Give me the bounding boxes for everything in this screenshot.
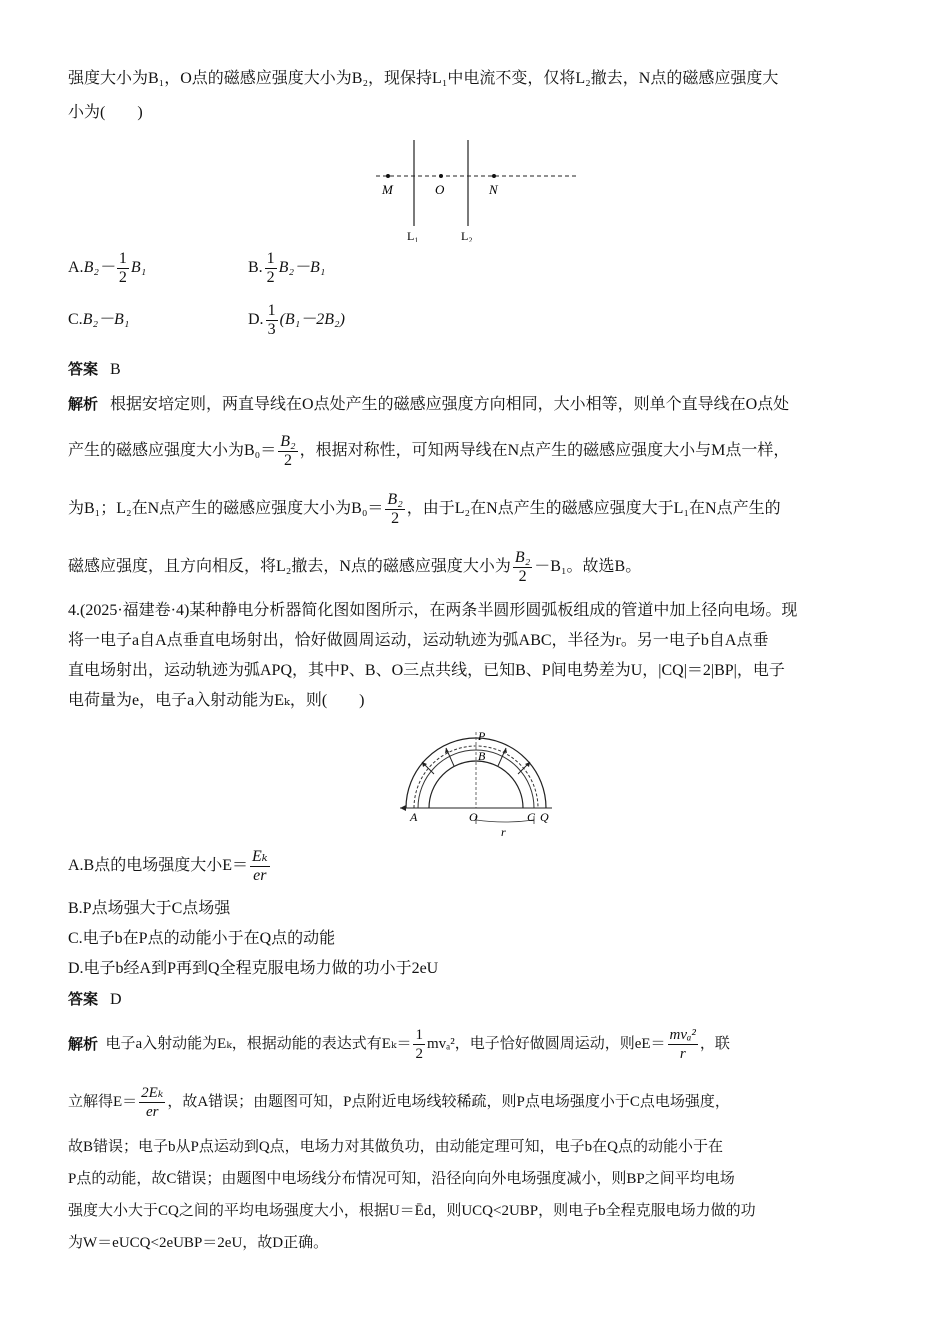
label-M: M <box>382 182 393 197</box>
frac-den: 2 <box>283 451 292 469</box>
q3-analysis <box>68 387 884 596</box>
label-L1: L₁ <box>407 229 419 242</box>
analysis-text: 为B₁；L₂在N点产生的磁感应强度大小为B₀＝ <box>68 500 384 517</box>
q3-answer <box>68 352 884 387</box>
q4-stem-line1: 4.(2025·福建卷·4)某种静电分析器简化图如图所示，在两条半圆形圆弧板组成的管道中加上径向电场。现 <box>68 602 798 619</box>
q3-analysis-line2 <box>68 422 884 480</box>
analysis-label: 解析 <box>68 1035 99 1053</box>
analysis-text: 磁感应强度，且方向相反，将L₂撤去，N点的磁感应强度大小为 <box>68 558 511 575</box>
q4-analysis-line5: 强度大小大于CQ之间的平均电场强度大小，根据U＝Ēd，则UCQ<2UBP，则电子b全程克服电场力做的功 <box>68 1203 756 1219</box>
option-a-text: A.B点的电场强度大小E＝ <box>68 857 249 874</box>
q3-option-b <box>248 250 325 287</box>
q4-stem-line4: 电荷量为e，电子a入射动能为Eₖ，则( ) <box>68 692 365 709</box>
2ek-over-er-fraction <box>139 1084 165 1121</box>
label-Q: Q <box>540 810 549 824</box>
q4-analysis-line2 <box>68 1073 884 1131</box>
q3-option-d <box>248 302 345 339</box>
analysis-text: ，故A错误；由题图可知，P点附近电场线较稀疏，则P点电场强度小于C点电场强度， <box>167 1094 730 1110</box>
q3-analysis-line4 <box>68 538 884 596</box>
option-a-text2: B₁ <box>130 259 147 276</box>
frac-num: Eₖ <box>252 847 268 865</box>
option-d-prefix: D. <box>248 311 264 328</box>
q4-answer <box>68 984 884 1015</box>
q4-option-d: D.电子b经A到P再到Q全程克服电场力做的功小于2eU <box>68 960 439 977</box>
q3-stem-line2: 小为( ) <box>68 104 143 121</box>
q3-options-row1 <box>68 242 884 294</box>
q3-analysis-line1 <box>68 387 884 422</box>
frac-num: 1 <box>118 249 127 267</box>
q4-stem-line2: 将一电子a自A点垂直电场射出，恰好做圆周运动，运动轨迹为弧ABC，半径为r。另一电子b自A点垂 <box>68 632 769 649</box>
half-fraction <box>413 1026 425 1063</box>
q4-analysis-line3: 故B错误；电子b从P点运动到Q点，电场力对其做负功，由动能定理可知，电子b在Q点的动能小于在 <box>68 1139 724 1155</box>
q4-stem-line3: 直电场射出，运动轨迹为弧APQ，其中P、B、O三点共线，已知B、P间电势差为U，|CQ|＝2|BP|，电子 <box>68 662 785 679</box>
r-brace <box>476 820 534 822</box>
q4-option-c: C.电子b在P点的动能小于在Q点的动能 <box>68 930 336 947</box>
label-L2: L₂ <box>461 229 473 242</box>
q4-analysis-line4: P点的动能，故C错误；由题图中电场线分布情况可知，沿径向向外电场强度减小，则BP之间平均电场 <box>68 1171 735 1187</box>
frac-num: 1 <box>266 249 275 267</box>
entry-arrow-icon <box>400 805 406 811</box>
q4-analyzer-figure <box>396 720 556 838</box>
label-C: C <box>527 810 536 824</box>
frac-den: 2 <box>415 1045 423 1062</box>
analysis-text: 产生的磁感应强度大小为B₀＝ <box>68 442 277 459</box>
analysis-text: ，联 <box>699 1036 730 1052</box>
frac-den: 2 <box>518 567 527 585</box>
q3-option-a <box>68 250 248 287</box>
option-a-fraction <box>117 250 129 287</box>
frac-num: B₂ <box>514 548 531 566</box>
frac-den: r <box>679 1045 686 1062</box>
analysis-label: 解析 <box>68 395 99 413</box>
option-b-fraction <box>265 250 277 287</box>
frac-num: 2Eₖ <box>141 1084 164 1101</box>
point-N <box>492 174 496 178</box>
frac-den: 2 <box>266 268 275 286</box>
q4-analysis-line6: 为W＝eUCQ<2eUBP＝2eU，故D正确。 <box>68 1235 329 1251</box>
q4-options <box>68 894 884 1015</box>
label-r: r <box>501 825 506 838</box>
frac-num: 1 <box>267 301 276 319</box>
frac-num: B₂ <box>387 490 403 508</box>
q3-wire-figure <box>376 132 576 242</box>
option-c-prefix: C. <box>68 311 83 328</box>
q3-option-c <box>68 303 248 337</box>
frac-den: er <box>145 1103 159 1120</box>
q3-analysis-line3 <box>68 480 884 538</box>
frac-den: 3 <box>267 320 276 338</box>
b2-over-2-fraction <box>385 491 404 528</box>
analysis-text: 根据安培定则，两直导线在O点处产生的磁感应强度方向相同，大小相等，则单个直导线在O点处 <box>110 396 790 413</box>
option-c-text: B₂－B₁ <box>82 311 130 328</box>
option-b-prefix: B. <box>248 259 263 276</box>
analysis-text: mvₐ²，电子恰好做圆周运动，则eE＝ <box>426 1036 666 1052</box>
frac-num: B₂ <box>280 432 296 450</box>
analysis-text: 立解得E＝ <box>68 1094 138 1110</box>
label-B: B <box>478 749 486 763</box>
label-A: A <box>410 810 418 824</box>
label-O: O <box>435 182 445 197</box>
q4-option-a <box>68 838 884 894</box>
answer-label: 答案 <box>68 990 99 1008</box>
option-d-fraction <box>266 302 278 339</box>
point-O <box>439 174 443 178</box>
frac-den: er <box>253 866 267 884</box>
option-a-prefix: A. <box>68 259 84 276</box>
point-M <box>386 174 390 178</box>
q3-stem-line1: 强度大小为B₁，O点的磁感应强度大小为B₂，现保持L₁中电流不变，仅将L₂撤去，N点的磁感应强度大 <box>68 70 779 87</box>
q4-option-b: B.P点场强大于C点场强 <box>68 900 231 917</box>
option-a-text1: B₂－ <box>83 259 115 276</box>
analysis-text: ，由于L₂在N点产生的磁感应强度大于L₁在N点产生的 <box>406 500 781 517</box>
frac-num: 1 <box>415 1026 423 1043</box>
option-b-text: B₂－B₁ <box>278 259 326 276</box>
label-P: P <box>478 729 486 743</box>
page <box>68 62 884 1259</box>
q3-options-row2 <box>68 294 884 346</box>
b2-over-2-fraction <box>278 433 297 470</box>
answer-value: D <box>110 991 122 1008</box>
q4-stem <box>68 596 884 716</box>
q4-analysis-line1 <box>68 1015 884 1073</box>
analysis-text: ，根据对称性，可知两导线在N点产生的磁感应强度大小与M点一样， <box>299 442 790 459</box>
b2-over-2-fraction <box>513 549 532 586</box>
mv2-over-r-fraction <box>668 1026 698 1063</box>
analysis-text: －B₁。故选B。 <box>534 558 642 575</box>
label-O: O <box>469 810 478 824</box>
frac-den: 2 <box>391 509 400 527</box>
frac-num: mvₐ² <box>669 1026 696 1043</box>
answer-label: 答案 <box>68 360 99 378</box>
analysis-text: 电子a入射动能为Eₖ，根据动能的表达式有Eₖ＝ <box>105 1036 412 1052</box>
option-d-text: (B₁－2B₂) <box>279 311 345 328</box>
label-N: N <box>489 182 498 197</box>
q4-analysis <box>68 1015 884 1259</box>
option-a-fraction <box>250 848 270 885</box>
answer-value: B <box>110 361 121 378</box>
frac-den: 2 <box>118 268 127 286</box>
